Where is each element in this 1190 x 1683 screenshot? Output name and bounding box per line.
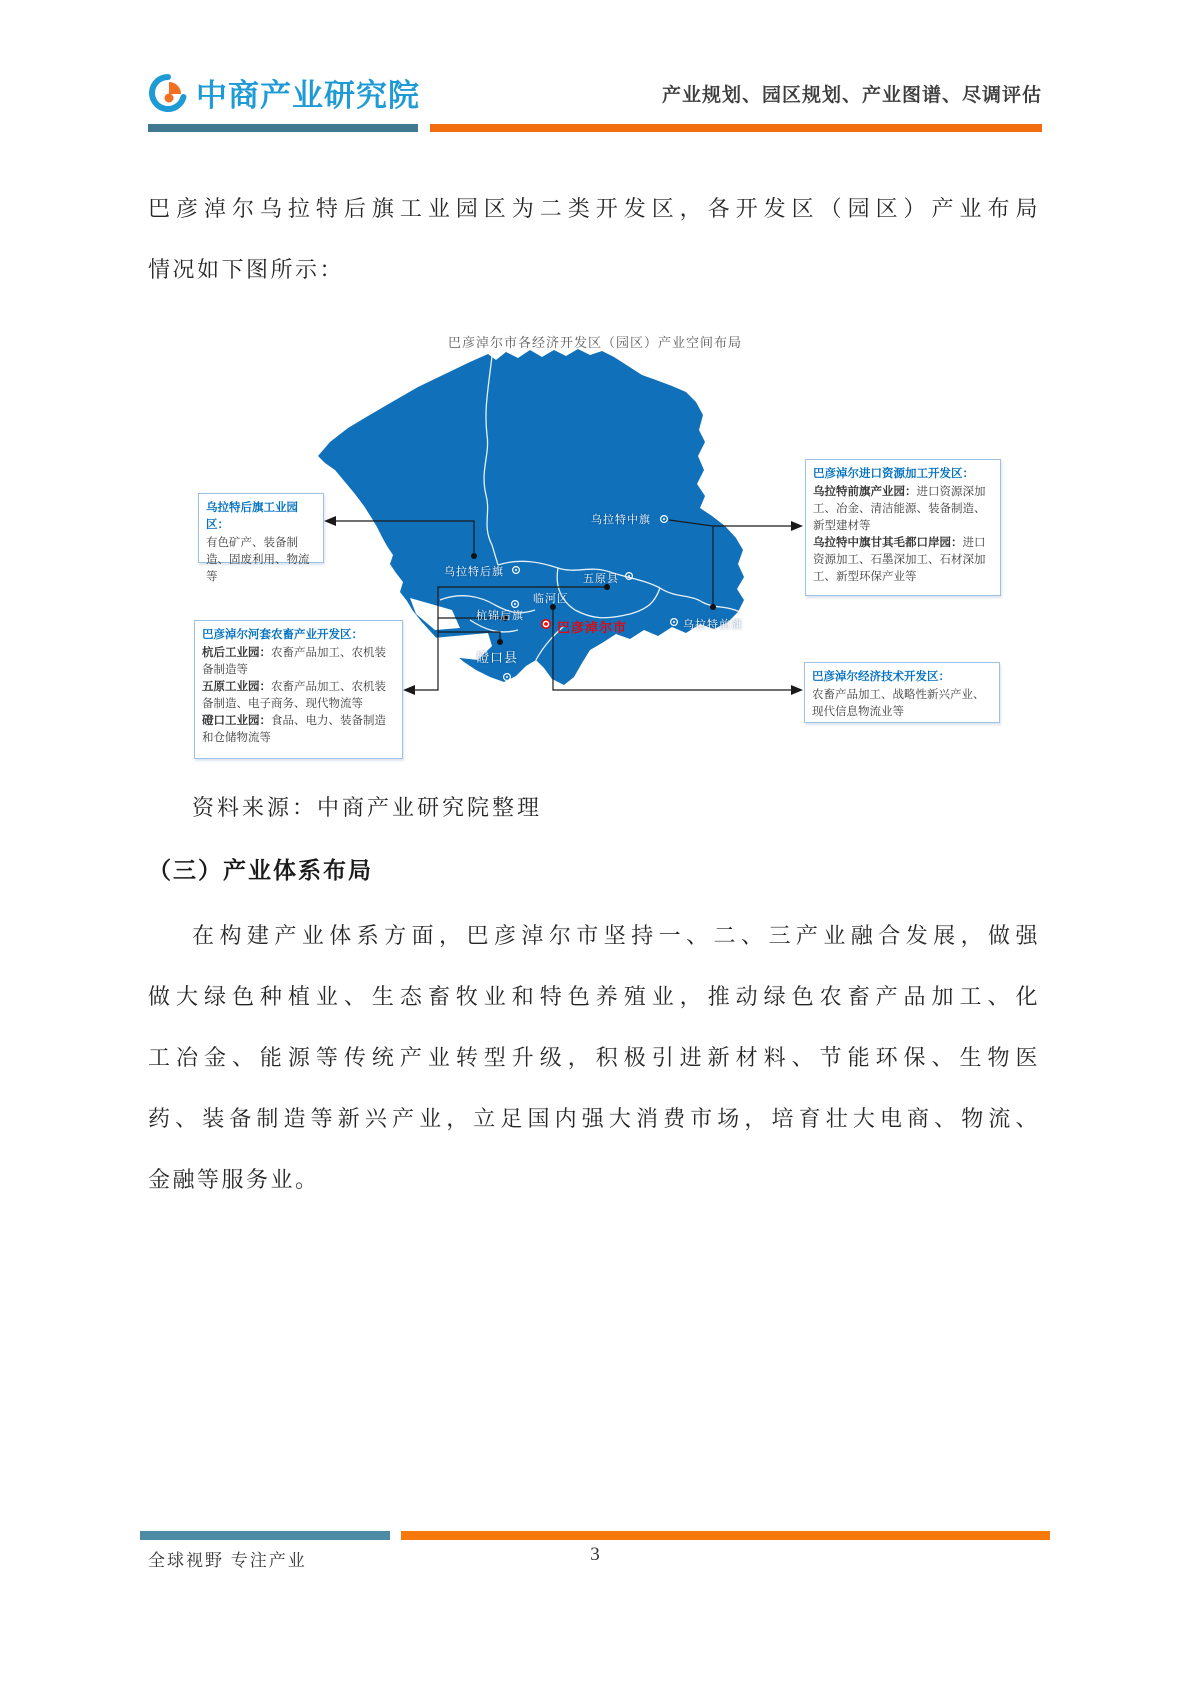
city-marker: [542, 620, 550, 628]
map-figure: [140, 330, 1050, 760]
page-number: 3: [590, 1544, 600, 1565]
map-label-wulate-houqi: 乌拉特后旗: [444, 566, 504, 578]
infobox-hetao-agri-zone: [194, 620, 403, 759]
infobox-body: 农畜产品加工、战略性新兴产业、现代信息物流业等: [812, 689, 985, 718]
map-label-wulate-qianqi: 乌拉特前旗: [683, 619, 743, 631]
map-label-bayannur-city: 巴彦淖尔市: [557, 620, 628, 635]
map-label-linhe-qu: 临河区: [533, 593, 569, 605]
map-label-hangjin-houqi: 杭锦后旗: [476, 610, 524, 622]
infobox-title: 巴彦淖尔河套农畜产业开发区：: [202, 629, 363, 641]
text-line: 情况如下图所示：: [148, 257, 345, 282]
infobox-entries: [813, 484, 993, 586]
infobox-title: 巴彦淖尔经济技术开发区：: [812, 671, 950, 683]
text-line: 巴彦淖尔乌拉特后旗工业园区为二类开发区，各开发区（园区）产业布局: [148, 196, 1040, 221]
logo-icon: [148, 73, 188, 113]
infobox-import-processing-zone: [805, 459, 1001, 596]
section-heading: （三）产业体系布局: [148, 857, 373, 883]
header-bar-orange: [430, 124, 1042, 132]
map-label-dengkou-xian: 磴口县: [476, 650, 519, 665]
park-entry: 乌拉特中旗甘其毛都口岸园：进口资源加工、石墨深加工、石材深加工、新型环保产业等: [813, 537, 986, 583]
park-entry: 五原工业园：农畜产品加工、农机装备制造、电子商务、现代物流等: [202, 681, 386, 710]
infobox-title: 乌拉特后旗工业园区：: [206, 502, 298, 531]
logo-text: 中商产业研究院: [196, 78, 420, 113]
footer-bar-orange: [401, 1531, 1050, 1540]
header-tagline: 产业规划、园区规划、产业图谱、尽调评估: [661, 85, 1042, 106]
text-line: 工冶金、能源等传统产业转型升级，积极引进新材料、节能环保、生物医: [148, 1045, 1040, 1070]
infobox-entries: [202, 645, 395, 747]
text-line: 在构建产业体系方面，巴彦淖尔市坚持一、二、三产业融合发展，做强: [192, 923, 1040, 948]
figure-title: 巴彦淖尔市各经济开发区（园区）产业空间布局: [447, 335, 742, 350]
park-entry: 杭后工业园：农畜产品加工、农机装备制造等: [202, 647, 386, 676]
page-header: [140, 60, 1050, 140]
infobox-wulate-houqi-park: [198, 493, 324, 583]
park-entry: 乌拉特前旗产业园：进口资源深加工、冶金、清洁能源、装备制造、新型建材等: [813, 486, 986, 532]
map-label-wuyuan-xian: 五原县: [583, 573, 619, 585]
map-label-wulate-zhongqi: 乌拉特中旗: [591, 514, 651, 526]
paragraph-intro: [148, 178, 1040, 300]
source-note: 资料来源：中商产业研究院整理: [192, 795, 543, 820]
logo: [148, 70, 420, 115]
park-entry: 磴口工业园：食品、电力、装备制造和仓储物流等: [202, 715, 386, 744]
text-line: 做大绿色种植业、生态畜牧业和特色养殖业，推动绿色农畜产品加工、化: [148, 984, 1040, 1009]
paragraph-industry-system: [148, 905, 1040, 1210]
header-bar-teal: [148, 124, 418, 132]
text-line: 药、装备制造等新兴产业，立足国内强大消费市场，培育壮大电商、物流、: [148, 1106, 1040, 1131]
infobox-body: 有色矿产、装备制造、固废利用、物流等: [206, 537, 310, 583]
footer-slogan: 全球视野 专注产业: [148, 1551, 307, 1570]
text-line: 金融等服务业。: [148, 1167, 320, 1192]
infobox-title: 巴彦淖尔进口资源加工开发区：: [813, 468, 974, 480]
infobox-economic-tech-zone: [804, 662, 1000, 723]
footer-bar-teal: [140, 1531, 390, 1540]
